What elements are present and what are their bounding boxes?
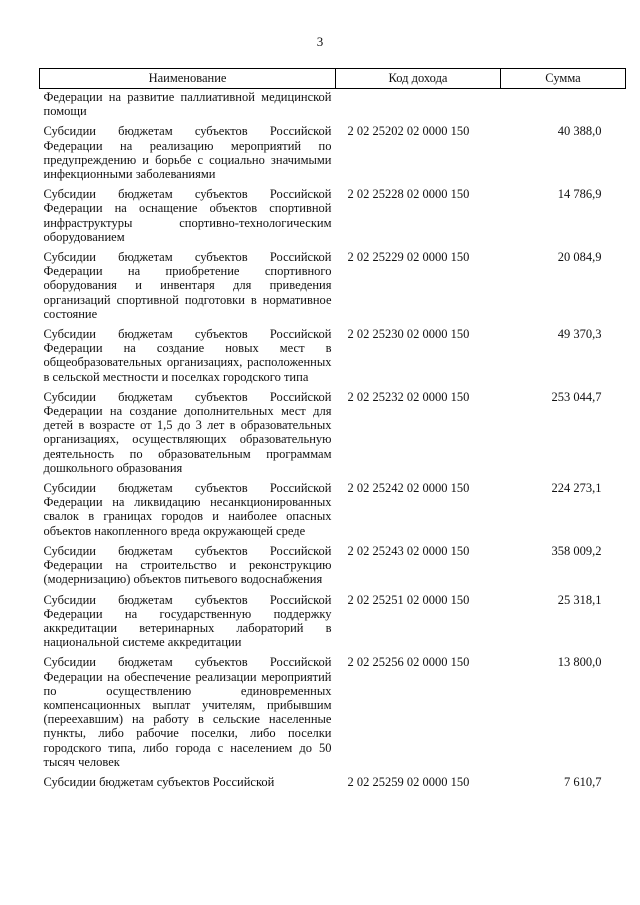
row-code: 2 02 25243 02 0000 150: [347, 543, 470, 558]
revenue-table: [39, 68, 626, 794]
page-number: 3: [316, 34, 324, 49]
table-row: [40, 186, 626, 249]
table-row: [40, 592, 626, 655]
row-sum: 25 318,1: [557, 592, 602, 607]
row-sum: 20 084,9: [557, 250, 602, 265]
row-name: Субсидии бюджетам субъектов Российской Федерации на оснащение объектов спортивной инфраструктуры спортивно-технологическим оборудованием: [43, 187, 332, 244]
row-name: Субсидии бюджетам субъектов Российской Федерации на обеспечение реализации мероприятий по осуществлению единовременных компенсационных выплат учителям, прибывшим (переехавшим) на работу в сельские населенные пункты, либо рабочие поселки, либо поселки городского типа, либо города с населением до 50 тысяч человек: [43, 655, 332, 769]
table-header-row: [40, 69, 626, 89]
row-sum: 224 273,1: [551, 481, 602, 496]
row-sum: 49 370,3: [557, 327, 602, 342]
row-code: 2 02 25232 02 0000 150: [347, 389, 470, 404]
row-name: Субсидии бюджетам субъектов Российской Федерации на создание дополнительных мест для детей в возрасте от 1,5 до 3 лет в образовательных организациях, осуществляющих образовательную деятельность по образовательным программам дошкольного образования: [43, 389, 332, 475]
table-row: [40, 249, 626, 326]
table-row: [40, 480, 626, 543]
row-code: 2 02 25230 02 0000 150: [347, 327, 470, 342]
row-sum: 358 009,2: [551, 543, 602, 558]
table-row: [40, 774, 626, 794]
row-name: Субсидии бюджетам субъектов Российской Федерации на строительство и реконструкцию (модернизацию) объектов питьевого водоснабжения: [43, 543, 332, 587]
table-row: [40, 389, 626, 480]
row-name: Субсидии бюджетам субъектов Российской Федерации на ликвидацию несанкционированных свалок в границах городов и наиболее опасных объектов накопленного вреда окружающей среде: [43, 481, 332, 538]
row-code: 2 02 25259 02 0000 150: [347, 774, 470, 789]
table-row: [40, 326, 626, 389]
row-name: Федерации на развитие паллиативной медицинской помощи: [43, 90, 332, 119]
row-sum: 253 044,7: [551, 389, 602, 404]
row-code: 2 02 25242 02 0000 150: [347, 481, 470, 496]
row-sum: 14 786,9: [557, 187, 602, 202]
row-code: 2 02 25228 02 0000 150: [347, 187, 470, 202]
row-sum: 40 388,0: [557, 124, 602, 139]
row-sum: 7 610,7: [564, 774, 602, 789]
row-code: 2 02 25256 02 0000 150: [347, 655, 470, 670]
row-name: Субсидии бюджетам субъектов Российской Федерации на создание новых мест в общеобразовательных организациях, расположенных в сельской местности и поселках городского типа: [43, 327, 332, 384]
table-row: [40, 654, 626, 774]
row-code: 2 02 25202 02 0000 150: [347, 124, 470, 139]
header-name: Наименование: [40, 69, 336, 89]
row-name: Субсидии бюджетам субъектов Российской Федерации на приобретение спортивного оборудования и инвентаря для приведения организаций спортивной подготовки в нормативное состояние: [43, 250, 332, 321]
row-code: [336, 89, 501, 124]
row-sum: [501, 89, 626, 124]
header-code: Код дохода: [336, 69, 501, 89]
row-name: Субсидии бюджетам субъектов Российской Федерации на государственную поддержку аккредитации ветеринарных лабораторий в национальной системе аккредитации: [43, 592, 332, 650]
table-row: [40, 543, 626, 592]
row-sum: 13 800,0: [557, 655, 602, 670]
row-code: 2 02 25229 02 0000 150: [347, 250, 470, 265]
row-name: Субсидии бюджетам субъектов Российской: [43, 774, 275, 789]
table-row: [40, 123, 626, 186]
row-name: Субсидии бюджетам субъектов Российской Федерации на реализацию мероприятий по предупреждению и борьбе с социально значимыми инфекционными заболеваниями: [43, 124, 332, 182]
header-sum: Сумма: [501, 69, 626, 89]
table-row: [40, 89, 626, 124]
row-code: 2 02 25251 02 0000 150: [347, 592, 470, 607]
